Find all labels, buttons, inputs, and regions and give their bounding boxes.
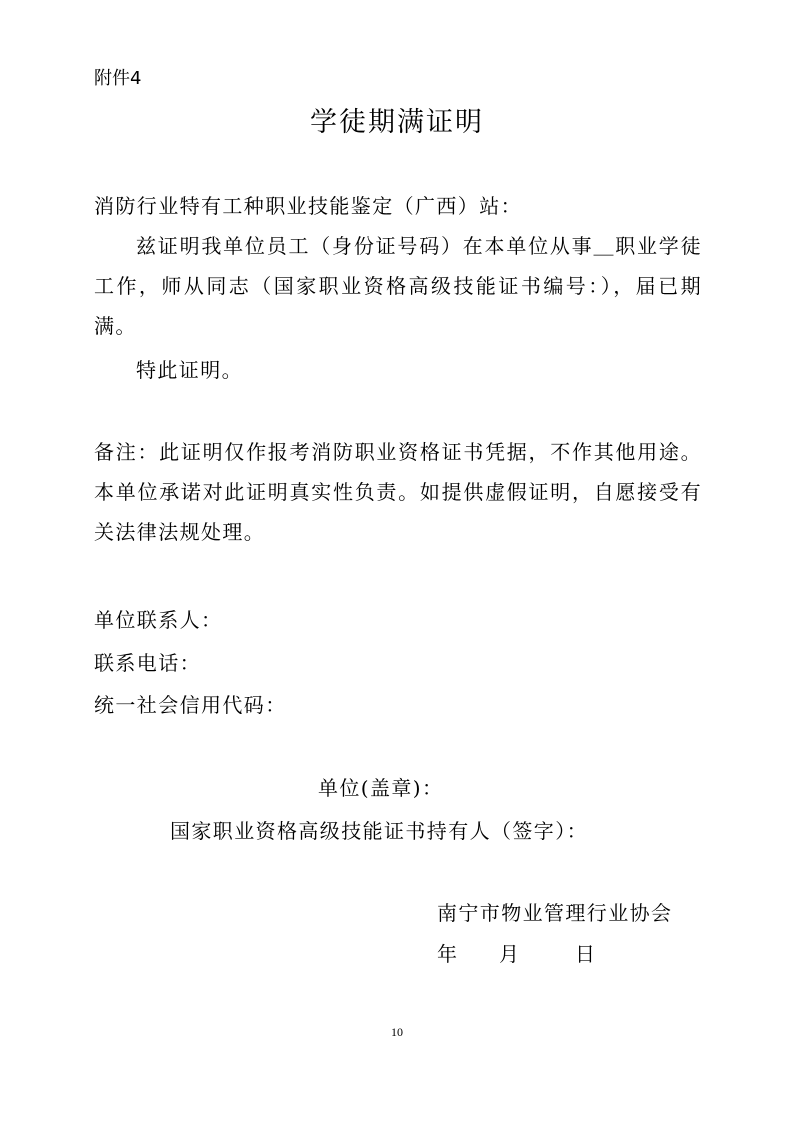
document-title: 学徒期满证明 [310, 107, 484, 138]
addressee: 消防行业特有工种职业技能鉴定（广西）站： [94, 194, 522, 218]
contact-person-label: 单位联系人： [94, 608, 223, 632]
date-line [437, 938, 596, 967]
year-label: 年 [437, 942, 459, 966]
note-paragraph: 备注：此证明仅作报考消防职业资格证书凭据，不作其他用途。本单位承诺对此证明真实性负责。如提供虚假证明，自愿接受有关法律法规处理。 [94, 440, 702, 544]
certification-body: 兹证明我单位员工（身份证号码）在本单位从事＿职业学徒工作，师从同志（国家职业资格高级技能证书编号：），届已期满。 [94, 234, 702, 338]
credit-code-label: 统一社会信用代码： [94, 693, 287, 717]
attachment-label: 附件4 [94, 68, 142, 89]
phone-label: 联系电话： [94, 651, 201, 675]
holder-signature-label: 国家职业资格高级技能证书持有人（签字）： [170, 819, 588, 843]
unit-seal-label: 单位(盖章)： [318, 776, 444, 800]
association-name: 南宁市物业管理行业协会 [437, 901, 673, 925]
page-number: 10 [391, 1025, 403, 1039]
month-label: 月 [499, 942, 521, 966]
day-label: 日 [575, 942, 597, 966]
closing-statement: 特此证明。 [136, 358, 243, 382]
